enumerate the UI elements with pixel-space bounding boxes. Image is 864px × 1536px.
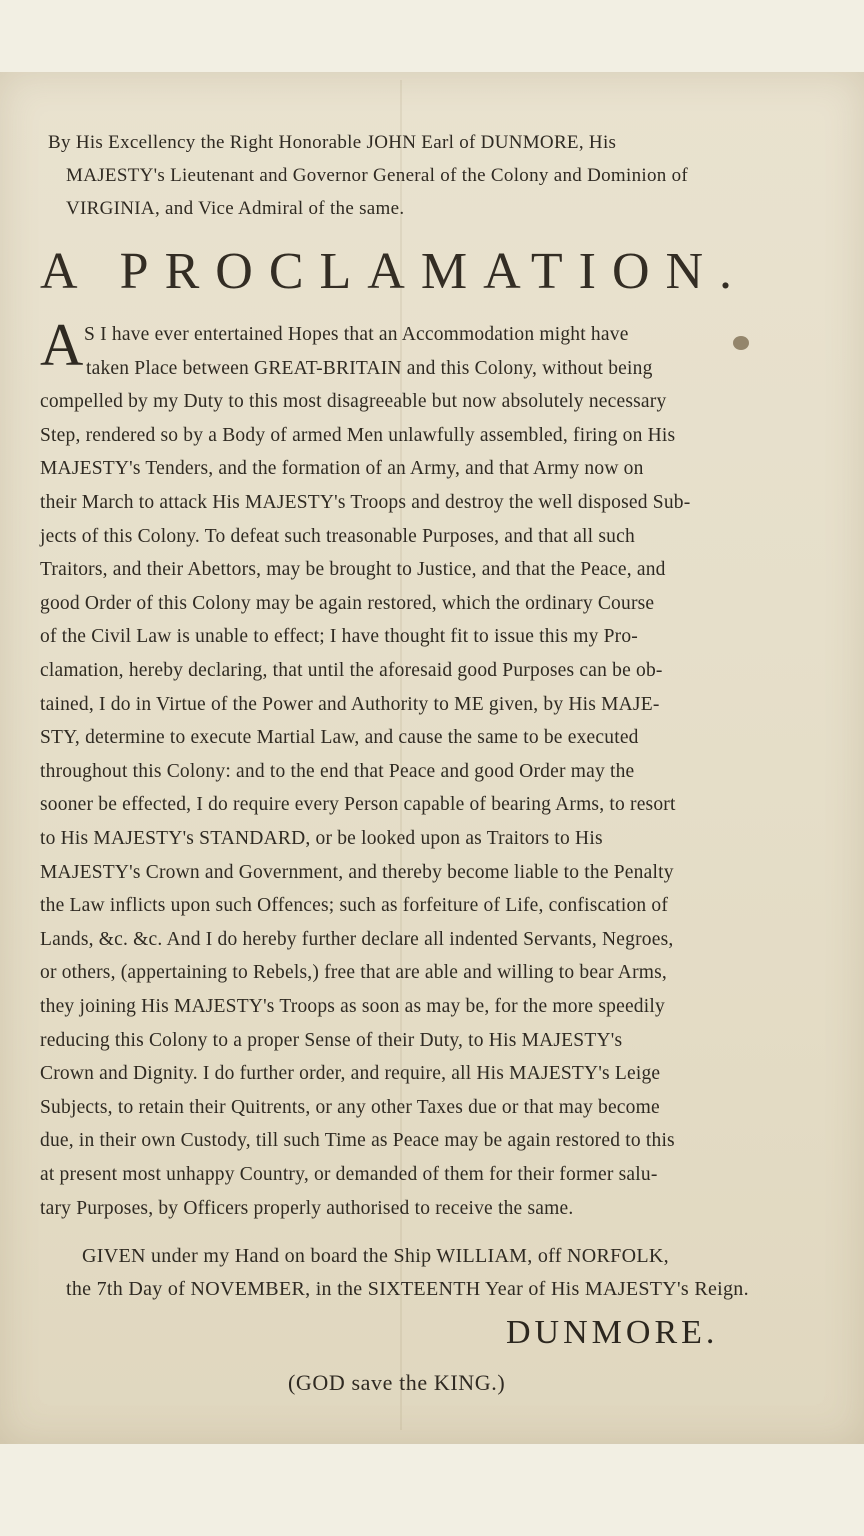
proclamation-title: A PROCLAMATION. bbox=[40, 243, 749, 300]
body-line: Crown and Dignity. I do further order, and require, all His MAJESTY's Leige bbox=[40, 1063, 661, 1085]
body-line: they joining His MAJESTY's Troops as soon as may be, for the more speedily bbox=[40, 996, 665, 1017]
heading-line-1: By His Excellency the Right Honorable JOHN Earl of DUNMORE, His bbox=[48, 132, 617, 153]
heading-line-3: VIRGINIA, and Vice Admiral of the same. bbox=[66, 198, 405, 219]
body-line: or others, (appertaining to Rebels,) free that are able and willing to bear Arms, bbox=[40, 962, 667, 984]
body-line: MAJESTY's Tenders, and the formation of an Army, and that Army now on bbox=[40, 458, 644, 480]
body-line: due, in their own Custody, till such Time as Peace may be again restored to this bbox=[40, 1130, 675, 1152]
body-line: at present most unhappy Country, or demanded of them for their former salu- bbox=[40, 1164, 658, 1185]
heading-line-2: MAJESTY's Lieutenant and Governor General of the Colony and Dominion of bbox=[66, 165, 689, 186]
body-line: Step, rendered so by a Body of armed Men unlawfully assembled, firing on His bbox=[40, 424, 676, 446]
body-line: clamation, hereby declaring, that until the aforesaid good Purposes can be ob- bbox=[40, 660, 663, 681]
body-line: jects of this Colony. To defeat such treasonable Purposes, and that all such bbox=[40, 525, 635, 547]
body-line: of the Civil Law is unable to effect; I have thought fit to issue this my Pro- bbox=[40, 626, 638, 648]
closing-line-2: the 7th Day of NOVEMBER, in the SIXTEENTH Year of His MAJESTY's Reign. bbox=[66, 1278, 749, 1300]
body-line: tary Purposes, by Officers properly authorised to receive the same. bbox=[40, 1197, 574, 1219]
body-line: their March to attack His MAJESTY's Troops and destroy the well disposed Sub- bbox=[40, 492, 691, 513]
body-line: tained, I do in Virtue of the Power and Authority to ME given, by His MAJE- bbox=[40, 693, 660, 715]
body-line: STY, determine to execute Martial Law, and cause the same to be executed bbox=[40, 727, 639, 749]
body-line: good Order of this Colony may be again restored, which the ordinary Course bbox=[40, 592, 655, 614]
drop-cap: A bbox=[40, 312, 84, 378]
body-line: throughout this Colony: and to the end that Peace and good Order may the bbox=[40, 760, 635, 782]
body-line: reducing this Colony to a proper Sense of their Duty, to His MAJESTY's bbox=[40, 1029, 623, 1051]
body-line: sooner be effected, I do require every Person capable of bearing Arms, to resort bbox=[40, 794, 676, 816]
body-line: compelled by my Duty to this most disagreeable but now absolutely necessary bbox=[40, 391, 667, 413]
body-line: Traitors, and their Abettors, may be brought to Justice, and that the Peace, and bbox=[40, 559, 666, 581]
god-save-the-king: (GOD save the KING.) bbox=[288, 1370, 506, 1395]
ink-blot bbox=[733, 336, 749, 350]
body-line: to His MAJESTY's STANDARD, or be looked upon as Traitors to His bbox=[40, 828, 603, 849]
body-line: S I have ever entertained Hopes that an Accommodation might have bbox=[84, 324, 629, 345]
body-line: Subjects, to retain their Quitrents, or any other Taxes due or that may become bbox=[40, 1096, 660, 1118]
body-line: the Law inflicts upon such Offences; such as forfeiture of Life, confiscation of bbox=[40, 895, 669, 917]
body-line: taken Place between GREAT-BRITAIN and this Colony, without being bbox=[86, 357, 653, 379]
body-line: Lands, &c. &c. And I do hereby further declare all indented Servants, Negroes, bbox=[40, 928, 674, 950]
body-line: MAJESTY's Crown and Government, and thereby become liable to the Penalty bbox=[40, 861, 674, 883]
closing-line-1: GIVEN under my Hand on board the Ship WILLIAM, off NORFOLK, bbox=[82, 1245, 669, 1267]
signature: DUNMORE. bbox=[506, 1314, 719, 1351]
